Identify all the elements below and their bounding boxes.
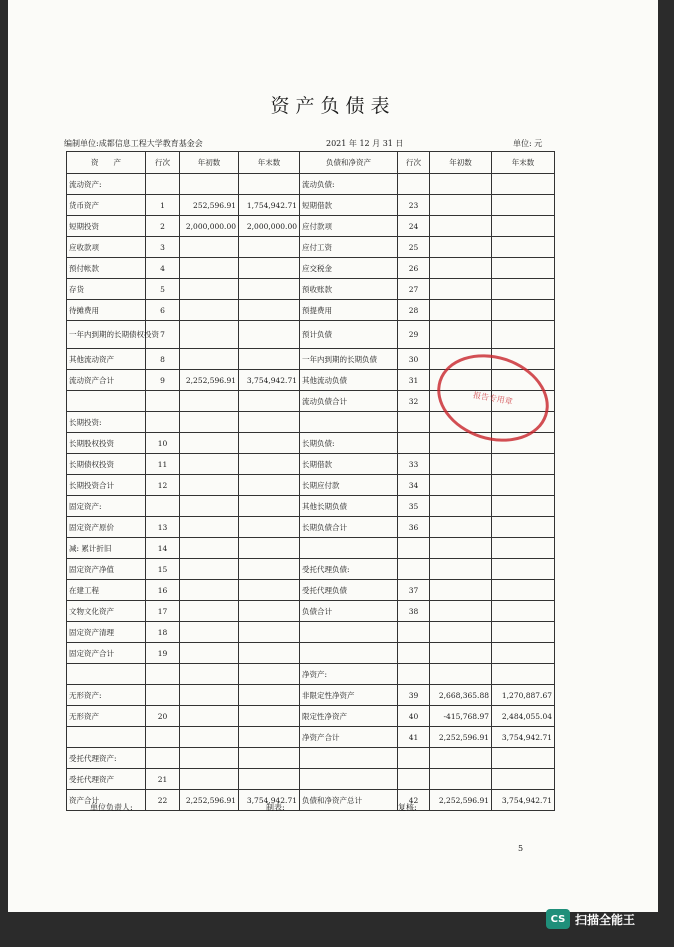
table-cell: 1,754,942.71 — [239, 195, 300, 216]
table-row — [67, 496, 555, 517]
table-cell — [300, 769, 398, 790]
table-cell — [398, 538, 430, 559]
table-cell: 8 — [146, 349, 180, 370]
table-cell — [492, 769, 555, 790]
table-cell — [239, 237, 300, 258]
table-cell: 29 — [398, 321, 430, 349]
table-cell: 一年内到期的长期负债 — [300, 349, 398, 370]
table-cell — [492, 601, 555, 622]
table-cell: 预付帐款 — [67, 258, 146, 279]
table-cell: 流动负债: — [300, 174, 398, 195]
table-cell — [300, 748, 398, 769]
table-row — [67, 643, 555, 664]
table-cell — [239, 622, 300, 643]
table-cell: 26 — [398, 258, 430, 279]
table-cell — [398, 433, 430, 454]
table-cell — [180, 391, 239, 412]
document-page — [8, 0, 658, 912]
table-cell: 7 — [146, 321, 180, 349]
table-cell — [180, 454, 239, 475]
table-cell: 22 — [146, 790, 180, 811]
table-cell — [239, 496, 300, 517]
table-cell — [430, 279, 492, 300]
table-cell: 6 — [146, 300, 180, 321]
table-cell — [180, 769, 239, 790]
table-cell: 净资产合计 — [300, 727, 398, 748]
table-cell: 流动资产: — [67, 174, 146, 195]
table-cell: 长期投资: — [67, 412, 146, 433]
table-cell: 4 — [146, 258, 180, 279]
table-cell: 固定资产原价 — [67, 517, 146, 538]
table-cell: 16 — [146, 580, 180, 601]
table-cell — [67, 727, 146, 748]
table-cell: 应付款项 — [300, 216, 398, 237]
table-row — [67, 769, 555, 790]
table-cell: 非限定性净资产 — [300, 685, 398, 706]
footer-reviewed: 复核: — [398, 803, 417, 812]
table-cell: 1,270,887.67 — [492, 685, 555, 706]
table-cell: 资产合计 — [67, 790, 146, 811]
table-cell: 无形资产: — [67, 685, 146, 706]
table-row — [67, 748, 555, 769]
table-row — [67, 258, 555, 279]
table-cell: 2,000,000.00 — [239, 216, 300, 237]
table-row — [67, 279, 555, 300]
table-cell: 252,596.91 — [180, 195, 239, 216]
table-cell — [180, 643, 239, 664]
table-cell: 存货 — [67, 279, 146, 300]
table-cell — [300, 412, 398, 433]
table-cell: 固定资产: — [67, 496, 146, 517]
table-cell — [492, 664, 555, 685]
table-cell — [180, 412, 239, 433]
table-cell — [180, 538, 239, 559]
table-cell — [146, 412, 180, 433]
table-cell: 负债合计 — [300, 601, 398, 622]
table-cell — [180, 622, 239, 643]
table-cell: 3,754,942.71 — [492, 790, 555, 811]
table-cell — [239, 601, 300, 622]
table-cell — [146, 496, 180, 517]
table-cell — [430, 643, 492, 664]
table-cell — [398, 174, 430, 195]
header-opening-2: 年初数 — [430, 152, 492, 174]
table-cell — [430, 517, 492, 538]
table-cell — [239, 559, 300, 580]
table-cell — [398, 643, 430, 664]
table-cell — [180, 496, 239, 517]
table-cell — [430, 622, 492, 643]
seal-text: 报告专用章 — [472, 390, 514, 406]
table-cell — [430, 580, 492, 601]
table-cell — [492, 195, 555, 216]
table-cell — [180, 727, 239, 748]
table-cell — [430, 496, 492, 517]
table-cell: 2,252,596.91 — [430, 790, 492, 811]
table-cell — [492, 216, 555, 237]
table-cell: 货币资产 — [67, 195, 146, 216]
table-cell: 长期投资合计 — [67, 475, 146, 496]
table-cell — [492, 321, 555, 349]
scanner-watermark — [546, 909, 635, 929]
table-cell: 9 — [146, 370, 180, 391]
table-cell — [430, 300, 492, 321]
table-cell — [398, 748, 430, 769]
table-row — [67, 538, 555, 559]
table-cell — [239, 412, 300, 433]
table-cell: 3,754,942.71 — [239, 370, 300, 391]
table-cell — [239, 475, 300, 496]
table-cell — [492, 580, 555, 601]
table-cell: 2 — [146, 216, 180, 237]
table-cell — [239, 349, 300, 370]
table-row — [67, 475, 555, 496]
table-cell — [430, 559, 492, 580]
table-cell — [430, 258, 492, 279]
table-cell: 2,484,055.04 — [492, 706, 555, 727]
organization-label: 编制单位:成都信息工程大学教育基金会 — [64, 139, 203, 148]
currency-unit: 单位: 元 — [513, 139, 543, 148]
table-cell — [430, 321, 492, 349]
table-cell — [146, 748, 180, 769]
table-cell: 流动负债合计 — [300, 391, 398, 412]
table-cell: 在建工程 — [67, 580, 146, 601]
table-row — [67, 622, 555, 643]
table-cell: 38 — [398, 601, 430, 622]
table-cell — [492, 454, 555, 475]
table-cell: 流动资产合计 — [67, 370, 146, 391]
table-cell: 长期债权投资 — [67, 454, 146, 475]
table-cell — [430, 769, 492, 790]
table-cell — [492, 174, 555, 195]
table-cell — [67, 664, 146, 685]
table-cell: 20 — [146, 706, 180, 727]
table-cell: 3 — [146, 237, 180, 258]
table-cell — [239, 580, 300, 601]
table-cell — [430, 538, 492, 559]
page-title: 资产负债表 — [270, 95, 396, 117]
table-cell — [239, 300, 300, 321]
table-cell — [492, 258, 555, 279]
balance-sheet-table — [66, 151, 555, 811]
table-cell — [239, 727, 300, 748]
table-cell — [430, 174, 492, 195]
table-cell — [239, 454, 300, 475]
footer-prepared: 制表: — [266, 803, 285, 812]
table-row — [67, 559, 555, 580]
table-cell — [239, 664, 300, 685]
table-cell — [180, 475, 239, 496]
table-cell — [398, 664, 430, 685]
header-liabilities: 负债和净资产 — [300, 152, 398, 174]
table-cell: 固定资产清理 — [67, 622, 146, 643]
table-cell: 预提费用 — [300, 300, 398, 321]
table-cell: 14 — [146, 538, 180, 559]
table-cell — [398, 412, 430, 433]
table-cell — [430, 454, 492, 475]
table-cell: 一年内到期的长期债权投资 — [67, 321, 146, 349]
table-cell — [398, 622, 430, 643]
table-cell — [239, 517, 300, 538]
table-cell: 34 — [398, 475, 430, 496]
table-cell — [430, 475, 492, 496]
table-cell — [146, 391, 180, 412]
table-cell: 长期股权投资 — [67, 433, 146, 454]
table-cell — [492, 300, 555, 321]
table-cell: 11 — [146, 454, 180, 475]
page-number: 5 — [518, 844, 524, 853]
table-cell: 预收账款 — [300, 279, 398, 300]
header-opening: 年初数 — [180, 152, 239, 174]
table-cell: 固定资产合计 — [67, 643, 146, 664]
header-closing: 年末数 — [239, 152, 300, 174]
table-cell — [492, 559, 555, 580]
table-cell: 39 — [398, 685, 430, 706]
table-cell: 受托代理资产 — [67, 769, 146, 790]
table-cell: 30 — [398, 349, 430, 370]
table-cell: 10 — [146, 433, 180, 454]
table-row — [67, 195, 555, 216]
table-cell — [492, 748, 555, 769]
table-cell — [300, 643, 398, 664]
table-cell: 应交税金 — [300, 258, 398, 279]
table-cell — [492, 643, 555, 664]
table-row — [67, 174, 555, 195]
table-cell — [239, 538, 300, 559]
table-cell — [492, 517, 555, 538]
table-cell: 42 — [398, 790, 430, 811]
table-cell — [180, 685, 239, 706]
table-cell: 3,754,942.71 — [239, 790, 300, 811]
table-cell — [430, 195, 492, 216]
table-cell: 受托代理资产: — [67, 748, 146, 769]
table-cell — [180, 300, 239, 321]
table-cell — [239, 174, 300, 195]
table-cell — [180, 517, 239, 538]
header-line-no-2: 行次 — [398, 152, 430, 174]
table-cell: 2,252,596.91 — [180, 790, 239, 811]
table-cell: 负债和净资产总计 — [300, 790, 398, 811]
camscanner-logo-icon: CS — [546, 909, 570, 929]
table-cell: 25 — [398, 237, 430, 258]
table-cell: 其他流动负债 — [300, 370, 398, 391]
table-cell: 短期借款 — [300, 195, 398, 216]
table-cell — [398, 769, 430, 790]
table-cell: 2,252,596.91 — [180, 370, 239, 391]
table-cell — [239, 748, 300, 769]
table-cell: 35 — [398, 496, 430, 517]
table-row — [67, 237, 555, 258]
table-cell — [492, 622, 555, 643]
table-cell: 27 — [398, 279, 430, 300]
table-row — [67, 685, 555, 706]
table-cell — [146, 727, 180, 748]
table-cell: 5 — [146, 279, 180, 300]
header-assets: 资 产 — [67, 152, 146, 174]
table-header-row — [67, 152, 555, 174]
table-cell: 24 — [398, 216, 430, 237]
table-cell: 应付工资 — [300, 237, 398, 258]
table-cell: 37 — [398, 580, 430, 601]
table-cell — [180, 174, 239, 195]
table-cell — [180, 580, 239, 601]
table-row — [67, 321, 555, 349]
table-cell: 减: 累计折旧 — [67, 538, 146, 559]
table-cell: 40 — [398, 706, 430, 727]
footer-responsible: 单位负责人: — [90, 803, 133, 812]
table-cell: 33 — [398, 454, 430, 475]
table-cell: 其他长期负债 — [300, 496, 398, 517]
table-cell: 限定性净资产 — [300, 706, 398, 727]
table-cell: 18 — [146, 622, 180, 643]
table-cell — [180, 321, 239, 349]
table-cell: 19 — [146, 643, 180, 664]
table-cell — [180, 748, 239, 769]
table-cell: 2,252,596.91 — [430, 727, 492, 748]
header-closing-2: 年末数 — [492, 152, 555, 174]
table-cell: 15 — [146, 559, 180, 580]
table-cell — [146, 174, 180, 195]
table-cell — [239, 391, 300, 412]
table-cell — [146, 685, 180, 706]
table-cell: 长期负债合计 — [300, 517, 398, 538]
table-cell: 31 — [398, 370, 430, 391]
table-cell: 23 — [398, 195, 430, 216]
table-row — [67, 517, 555, 538]
table-cell — [180, 433, 239, 454]
table-cell — [398, 559, 430, 580]
table-cell: 文物文化资产 — [67, 601, 146, 622]
table-row — [67, 664, 555, 685]
table-cell — [180, 664, 239, 685]
table-row — [67, 216, 555, 237]
table-cell: 17 — [146, 601, 180, 622]
table-row — [67, 790, 555, 811]
table-cell: 长期应付款 — [300, 475, 398, 496]
camscanner-name: 扫描全能王 — [575, 912, 636, 927]
table-cell: 2,000,000.00 — [180, 216, 239, 237]
table-cell — [239, 258, 300, 279]
table-cell: 受托代理负债: — [300, 559, 398, 580]
table-cell — [239, 321, 300, 349]
table-cell — [492, 475, 555, 496]
table-cell — [239, 769, 300, 790]
table-cell — [492, 237, 555, 258]
table-cell: 待摊费用 — [67, 300, 146, 321]
table-row — [67, 454, 555, 475]
table-cell — [492, 496, 555, 517]
table-cell: 长期借款 — [300, 454, 398, 475]
report-date: 2021 年 12 月 31 日 — [326, 139, 404, 148]
table-cell: 41 — [398, 727, 430, 748]
table-cell — [430, 216, 492, 237]
table-cell: 长期负债: — [300, 433, 398, 454]
table-cell: 21 — [146, 769, 180, 790]
table-row — [67, 706, 555, 727]
table-cell — [492, 538, 555, 559]
table-row — [67, 300, 555, 321]
table-cell — [239, 643, 300, 664]
table-cell — [180, 349, 239, 370]
table-cell: 净资产: — [300, 664, 398, 685]
table-cell: 2,668,365.88 — [430, 685, 492, 706]
table-cell — [239, 685, 300, 706]
table-cell — [430, 748, 492, 769]
table-cell — [239, 706, 300, 727]
table-cell — [300, 538, 398, 559]
table-cell — [430, 601, 492, 622]
table-cell — [180, 559, 239, 580]
table-cell: 短期投资 — [67, 216, 146, 237]
table-cell — [180, 279, 239, 300]
table-cell — [146, 664, 180, 685]
table-cell: 13 — [146, 517, 180, 538]
table-cell: 1 — [146, 195, 180, 216]
table-cell — [300, 622, 398, 643]
table-cell — [180, 237, 239, 258]
table-cell — [430, 237, 492, 258]
table-cell: 其他流动资产 — [67, 349, 146, 370]
table-row — [67, 601, 555, 622]
table-cell: 3,754,942.71 — [492, 727, 555, 748]
table-cell: 预计负债 — [300, 321, 398, 349]
table-cell: 28 — [398, 300, 430, 321]
table-cell — [180, 601, 239, 622]
table-cell — [430, 664, 492, 685]
table-cell — [180, 258, 239, 279]
table-cell — [180, 706, 239, 727]
table-cell: 12 — [146, 475, 180, 496]
table-cell: 无形资产 — [67, 706, 146, 727]
table-cell — [239, 433, 300, 454]
table-cell: 固定资产净值 — [67, 559, 146, 580]
table-cell: -415,768.97 — [430, 706, 492, 727]
table-row — [67, 727, 555, 748]
table-cell — [67, 391, 146, 412]
table-cell — [239, 279, 300, 300]
table-cell — [492, 279, 555, 300]
table-cell: 受托代理负债 — [300, 580, 398, 601]
header-line-no: 行次 — [146, 152, 180, 174]
table-cell: 应收款项 — [67, 237, 146, 258]
table-cell: 36 — [398, 517, 430, 538]
table-row — [67, 580, 555, 601]
table-cell: 32 — [398, 391, 430, 412]
